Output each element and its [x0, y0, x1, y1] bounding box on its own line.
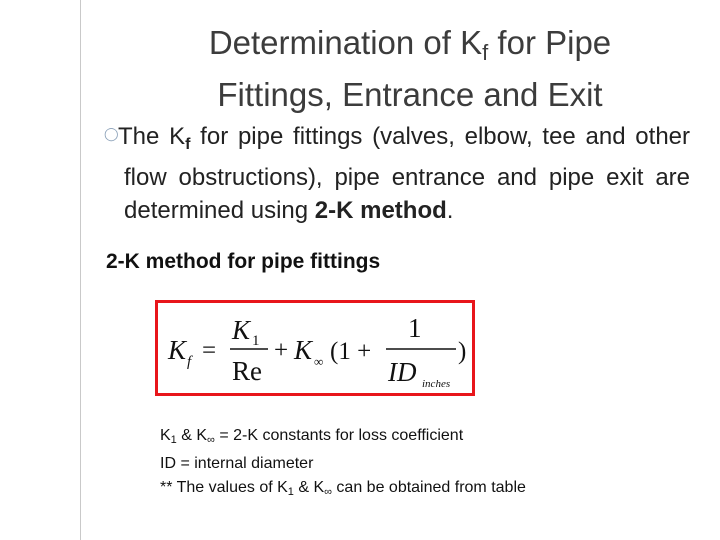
formula-close: )	[458, 338, 467, 365]
legend-kinf-sub: ∞	[207, 434, 215, 446]
bullet-text-body: for pipe fittings (valves, elbow, tee and other flow obstructions), pipe entrance and pipe exit are determined using	[124, 123, 690, 224]
formula-equation	[158, 303, 472, 393]
formula-box	[155, 300, 475, 396]
formula-id: ID	[388, 357, 417, 387]
formula-lhs-sub: f	[187, 354, 192, 370]
formula-kinf: K	[294, 335, 313, 365]
legend-note-and-k: & K	[293, 479, 325, 496]
formula-id-sub: inches	[422, 378, 451, 390]
title-line1-text: Determination of K	[208, 24, 483, 61]
formula-plus-1: +	[274, 337, 289, 364]
legend-constants-text: = 2-K constants for loss coefficient	[214, 427, 464, 444]
legend-note-tail: can be obtained from table	[331, 479, 526, 496]
legend-note-text: ** The values of K	[160, 479, 288, 496]
legend-line-3	[160, 476, 526, 504]
slide-title	[110, 22, 710, 116]
title-line1-tail: for Pipe	[488, 24, 612, 61]
formula-open: (1 +	[330, 338, 372, 365]
title-subscript: f	[482, 40, 489, 65]
formula-equals: =	[202, 337, 217, 364]
title-line2-text: Fittings, Entrance and Exit	[217, 76, 603, 113]
bullet-bold-term: 2-K method	[314, 197, 447, 224]
legend-and-k: & K	[176, 427, 208, 444]
formula-legend	[160, 424, 526, 504]
legend-line-2: ID = internal diameter	[160, 455, 314, 472]
legend-line-1	[160, 424, 526, 452]
bullet-paragraph	[118, 120, 690, 227]
legend-k: K	[160, 427, 171, 444]
legend-k1-sub: 1	[170, 434, 177, 446]
section-heading: 2-K method for pipe fittings	[106, 250, 381, 273]
bullet-subscript: f	[185, 136, 191, 153]
formula-k1: K	[232, 315, 251, 345]
bullet-text-start: The K	[118, 123, 186, 150]
formula-lhs-k: K	[168, 335, 187, 365]
legend-note-kinf-sub: ∞	[324, 486, 332, 498]
formula-re: Re	[232, 356, 262, 386]
formula-k1-sub: 1	[252, 333, 260, 349]
bullet-icon: ◯​	[104, 127, 119, 142]
bullet-text-end: .	[446, 197, 454, 224]
formula-kinf-sub: ∞	[314, 354, 324, 369]
left-rule-divider	[80, 0, 81, 540]
legend-note-k1-sub: 1	[287, 486, 294, 498]
formula-one: 1	[408, 313, 422, 343]
